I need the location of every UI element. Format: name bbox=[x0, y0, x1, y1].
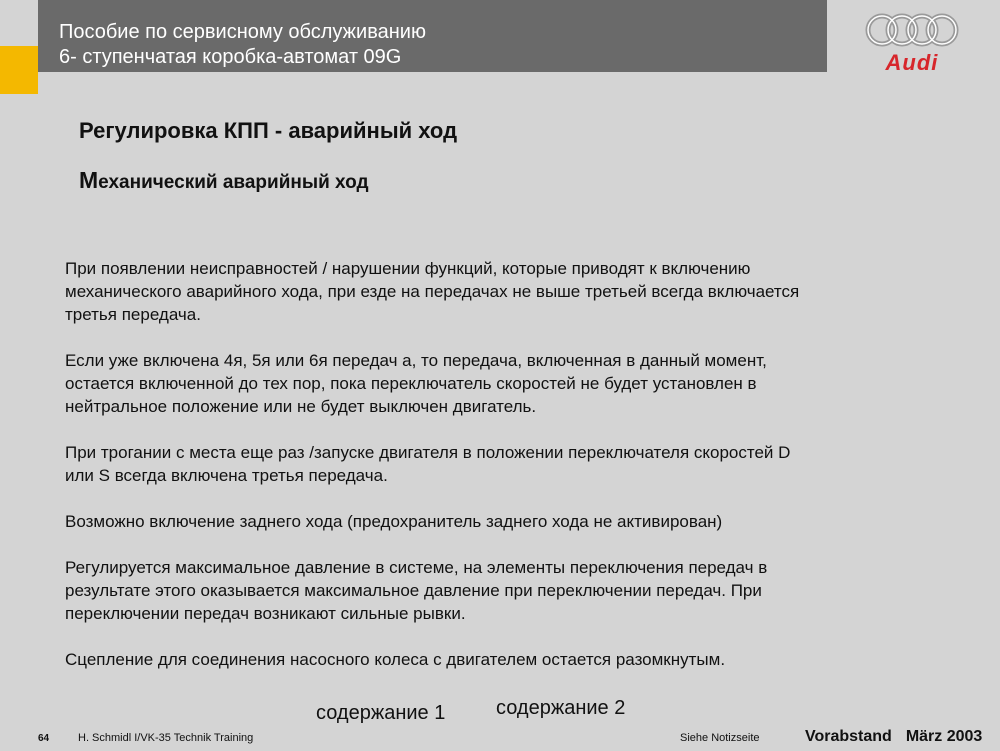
four-rings-logo-icon bbox=[862, 10, 962, 50]
contents-1-link[interactable]: содержание 1 bbox=[316, 702, 446, 724]
footer-edition bbox=[805, 728, 982, 746]
footer-note: Siehe Notizseite bbox=[680, 732, 760, 744]
paragraph: При появлении неисправностей / нарушении функций, которые приводят к включению механического аварийного хода, при езде на передачах не выше третьей всегда включается третья передача. bbox=[65, 259, 800, 324]
paragraph: Регулируется максимальное давление в системе, на элементы переключения передач в результате этого оказывается максимальное давление при переключении передач. При переключении передач возникают сильные рывки. bbox=[65, 558, 768, 623]
contents-2-link[interactable]: содержание 2 bbox=[496, 697, 626, 719]
audi-logo bbox=[862, 10, 962, 76]
paragraph: Если уже включена 4я, 5я или 6я передач а, то передача, включенная в данный момент, остается включенной до тех пор, пока переключатель скоростей не будет установлен в нейтральное положение или не будет выключен двигатель. bbox=[65, 351, 767, 416]
subtitle-rest: еханический аварийный ход bbox=[98, 172, 369, 193]
edition-label: Vorabstand bbox=[805, 728, 892, 745]
header-title bbox=[59, 20, 426, 70]
paragraph: Возможно включение заднего хода (предохранитель заднего хода не активирован) bbox=[65, 512, 723, 531]
paragraph: Сцепление для соединения насосного колеса с двигателем остается разомкнутым. bbox=[65, 650, 726, 669]
header-line-2: 6- ступенчатая коробка-автомат 09G bbox=[59, 46, 402, 68]
header-line-1: Пособие по сервисному обслуживанию bbox=[59, 21, 426, 43]
paragraph: При трогании с места еще раз /запуске двигателя в положении переключателя скоростей D или S всегда включена третья передача. bbox=[65, 443, 791, 485]
slide-subtitle bbox=[79, 167, 369, 194]
footer-author: H. Schmidl I/VK-35 Technik Training bbox=[78, 732, 254, 744]
slide-title: Регулировка КПП - аварийный ход bbox=[79, 118, 458, 143]
header-accent bbox=[0, 46, 38, 94]
audi-wordmark: Audi bbox=[885, 50, 939, 75]
subtitle-initial: М bbox=[79, 167, 99, 193]
body-text bbox=[65, 257, 945, 694]
page-number: 64 bbox=[38, 733, 50, 744]
edition-date: März 2003 bbox=[905, 728, 983, 745]
